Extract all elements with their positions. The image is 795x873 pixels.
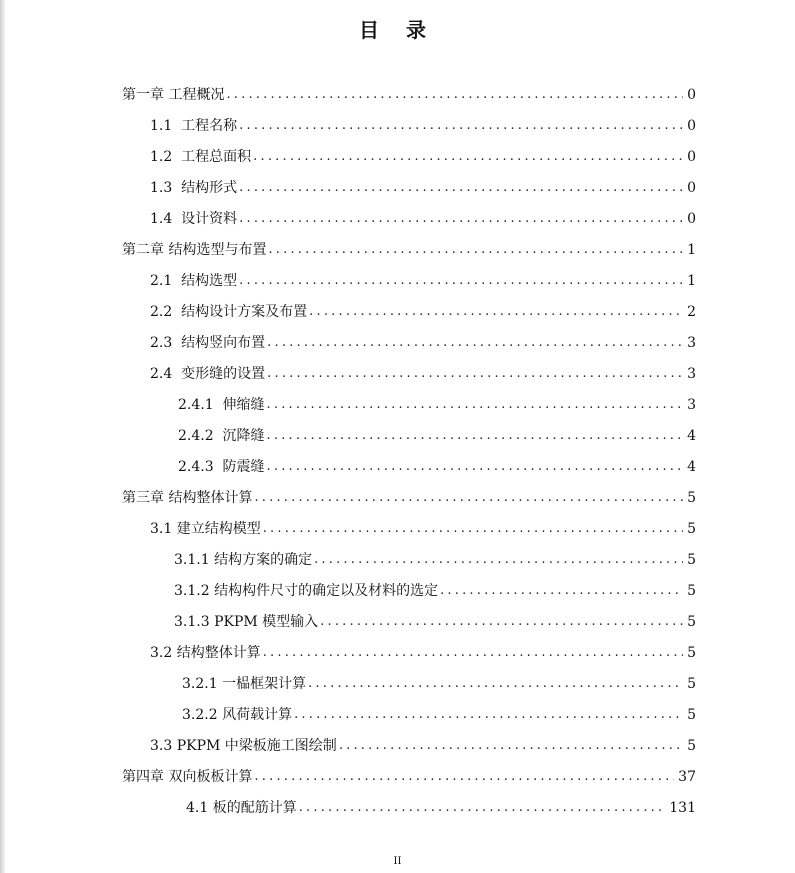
dot-leader [309,301,683,323]
toc-page-number: 131 [669,800,696,816]
toc-entry-label: 2.2 结构设计方案及布置 [150,304,308,320]
toc-entry-3-2-2[interactable] [182,704,696,726]
toc-page-number: 5 [687,552,696,568]
dot-leader [267,363,683,385]
toc-entry-4-1[interactable] [186,797,696,819]
toc-entry-label: 1.1 工程名称 [150,118,238,134]
toc-entry-3-1-2[interactable] [174,580,696,602]
dot-leader [268,239,683,261]
toc-page-number: 5 [687,676,696,692]
toc-page-number: 4 [687,459,696,475]
toc-entry-label: 3.2.2 风荷载计算 [182,707,293,723]
toc-page-number: 5 [687,490,696,506]
toc-page-number: 5 [687,583,696,599]
page-title: 目 录 [359,18,436,42]
toc-entry-3-2[interactable] [150,642,696,664]
page-footer-number: II [393,856,402,867]
toc-entry-label: 2.1 结构选型 [150,273,238,289]
toc-page-number: 4 [687,428,696,444]
toc-entry-label: 2.3 结构竖向布置 [150,335,266,351]
toc-entry-1-1[interactable] [150,115,696,137]
toc-entry-label: 1.3 结构形式 [150,180,238,196]
dot-leader [239,177,683,199]
toc-entry-chapter-3[interactable] [122,487,696,509]
toc-entry-label: 1.2 工程总面积 [150,149,252,165]
toc-entry-3-1[interactable] [150,518,696,540]
dot-leader [263,518,683,540]
dot-leader [320,611,683,633]
dot-leader [308,673,683,695]
toc-entry-2-4[interactable] [150,363,696,385]
toc-page-number: 0 [687,118,696,134]
toc-entry-3-3[interactable] [150,735,696,757]
dot-leader [267,332,683,354]
toc-entry-label: 第三章 结构整体计算 [122,490,253,506]
dot-leader [314,549,683,571]
toc-entry-label: 2.4.2 沉降缝 [178,428,265,444]
toc-entry-label: 3.3 PKPM 中梁板施工图绘制 [150,738,337,754]
dot-leader [294,704,683,726]
toc-entry-chapter-2[interactable] [122,239,696,261]
toc-entry-2-1[interactable] [150,270,696,292]
toc-entry-chapter-1[interactable] [122,84,696,106]
toc-entry-label: 2.4 变形缝的设置 [150,366,266,382]
toc-entry-label: 3.2.1 一榀框架计算 [182,676,307,692]
toc-entry-label: 第四章 双向板板计算 [122,769,253,785]
toc-page-number: 0 [687,149,696,165]
dot-leader [267,394,684,416]
toc-page-number: 37 [678,769,696,785]
toc-entry-2-3[interactable] [150,332,696,354]
toc-entry-label: 4.1 板的配筋计算 [186,800,297,816]
toc-entry-label: 3.1.3 PKPM 模型输入 [174,614,319,630]
dot-leader [254,766,674,788]
toc-entry-label: 2.4.1 伸缩缝 [178,397,265,413]
toc-entry-2-4-2[interactable] [178,425,696,447]
toc-entry-3-1-3[interactable] [174,611,696,633]
toc-page-number: 0 [687,211,696,227]
dot-leader [226,84,683,106]
page-edge [0,0,6,873]
dot-leader [267,456,684,478]
dot-leader [239,270,683,292]
toc-entry-label: 3.1 建立结构模型 [150,521,261,537]
dot-leader [339,735,683,757]
toc-page-number: 3 [687,335,696,351]
dot-leader [253,146,683,168]
toc-entry-label: 第二章 结构选型与布置 [122,242,267,258]
toc-entry-label: 3.1.1 结构方案的确定 [174,552,313,568]
toc-page-number: 0 [687,87,696,103]
toc-entry-1-2[interactable] [150,146,696,168]
toc-page-number: 3 [687,397,696,413]
toc-page-number: 0 [687,180,696,196]
dot-leader [299,797,666,819]
toc-entry-3-2-1[interactable] [182,673,696,695]
toc-entry-1-3[interactable] [150,177,696,199]
toc-entry-chapter-4[interactable] [122,766,696,788]
dot-leader [440,580,683,602]
toc-entry-1-4[interactable] [150,208,696,230]
dot-leader [239,208,683,230]
toc-entry-3-1-1[interactable] [174,549,696,571]
toc-entry-label: 1.4 设计资料 [150,211,238,227]
dot-leader [267,425,684,447]
toc-entry-label: 3.2 结构整体计算 [150,645,261,661]
toc-entry-2-4-1[interactable] [178,394,696,416]
toc-page-number: 5 [687,614,696,630]
toc-page-number: 5 [687,738,696,754]
toc-page-number: 5 [687,521,696,537]
toc-page-number: 1 [687,273,696,289]
toc-entry-label: 第一章 工程概况 [122,87,225,103]
toc-page-number: 1 [687,242,696,258]
toc-entry-label: 2.4.3 防震缝 [178,459,265,475]
dot-leader [239,115,683,137]
toc-entry-2-4-3[interactable] [178,456,696,478]
toc-page-number: 3 [687,366,696,382]
toc-entry-2-2[interactable] [150,301,696,323]
toc-page-number: 2 [687,304,696,320]
toc-entry-label: 3.1.2 结构构件尺寸的确定以及材料的选定 [174,583,439,599]
toc-page-number: 5 [687,645,696,661]
toc-page-number: 5 [687,707,696,723]
dot-leader [254,487,683,509]
dot-leader [263,642,683,664]
